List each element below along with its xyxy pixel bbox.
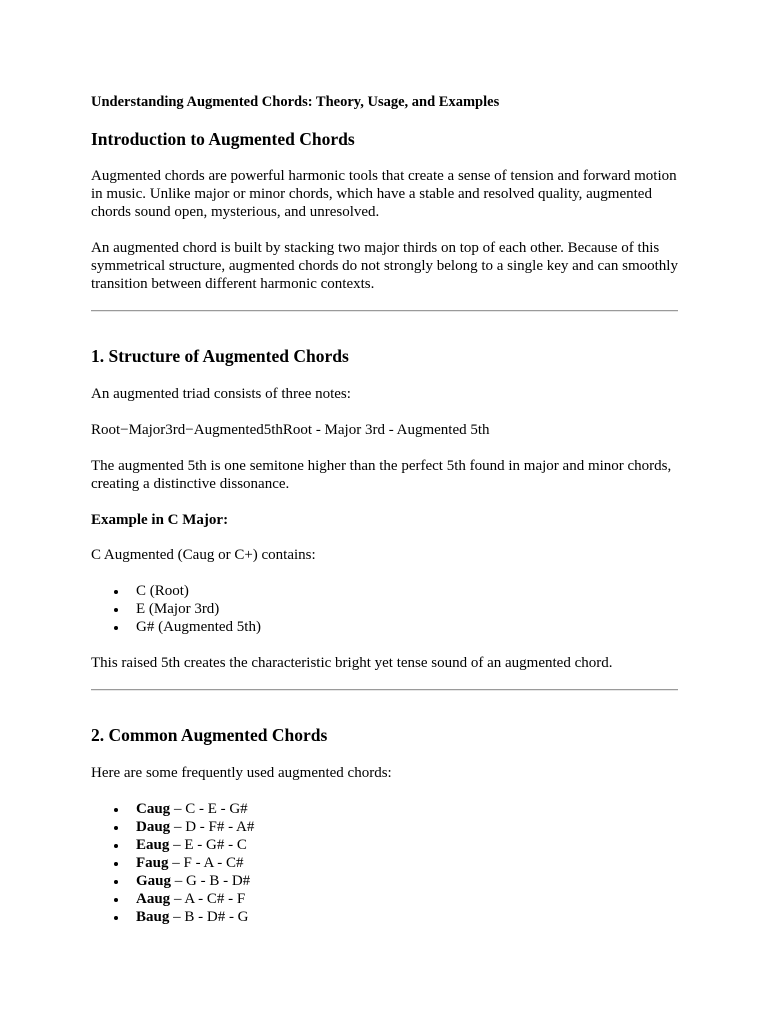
list-item xyxy=(91,908,254,926)
chord-notes: – E - G# - C xyxy=(169,837,247,853)
list-item xyxy=(91,854,254,872)
list-item: C (Root) xyxy=(91,582,261,600)
list-item xyxy=(91,890,254,908)
list-item xyxy=(91,872,254,890)
structure-heading: 1. Structure of Augmented Chords xyxy=(91,346,349,366)
document-title: Understanding Augmented Chords: Theory, Usage, and Examples xyxy=(91,94,500,110)
section-divider xyxy=(91,310,678,312)
chord-notes: – G - B - D# xyxy=(171,873,251,889)
example-lead: C Augmented (Caug or C+) contains: xyxy=(91,547,316,563)
structure-explanation: The augmented 5th is one semitone higher than the perfect 5th found in major and minor chords, creating a distinctive dissonance. xyxy=(91,458,672,492)
chord-name: Baug xyxy=(136,909,170,925)
chord-notes: – D - F# - A# xyxy=(170,819,255,835)
example-heading: Example in C Major: xyxy=(91,512,229,528)
chord-name: Eaug xyxy=(136,837,170,853)
chord-formula: Root−Major3rd−Augmented5thRoot - Major 3rd - Augmented 5th xyxy=(91,422,490,438)
list-item: E (Major 3rd) xyxy=(91,600,261,618)
note-list xyxy=(91,582,261,636)
chord-name: Caug xyxy=(136,801,171,817)
chord-name: Gaug xyxy=(136,873,172,889)
chord-name: Daug xyxy=(136,819,171,835)
chord-name: Faug xyxy=(136,855,169,871)
intro-heading: Introduction to Augmented Chords xyxy=(91,129,355,149)
list-item xyxy=(91,800,254,818)
common-lead: Here are some frequently used augmented chords: xyxy=(91,765,392,781)
structure-closing: This raised 5th creates the characteristic bright yet tense sound of an augmented chord. xyxy=(91,655,613,671)
intro-paragraph: An augmented chord is built by stacking two major thirds on top of each other. Because of this symmetrical structure, augmented chords do not strongly belong to a single key and can smoothly transition between different harmonic contexts. xyxy=(91,240,678,292)
structure-lead: An augmented triad consists of three notes: xyxy=(91,386,351,402)
chord-notes: – F - A - C# xyxy=(168,855,244,871)
section-divider xyxy=(91,689,678,691)
chord-notes: – B - D# - G xyxy=(169,909,249,925)
chord-list xyxy=(91,800,254,926)
intro-paragraph: Augmented chords are powerful harmonic tools that create a sense of tension and forward motion in music. Unlike major or minor chords, which have a stable and resolved quality, augmented chords sound open, mysterious, and unresolved. xyxy=(91,168,677,220)
chord-name: Aaug xyxy=(136,891,171,907)
list-item xyxy=(91,836,254,854)
chord-notes: – A - C# - F xyxy=(170,891,246,907)
list-item: G# (Augmented 5th) xyxy=(91,618,261,636)
list-item xyxy=(91,818,254,836)
common-heading: 2. Common Augmented Chords xyxy=(91,725,328,745)
chord-notes: – C - E - G# xyxy=(170,801,248,817)
